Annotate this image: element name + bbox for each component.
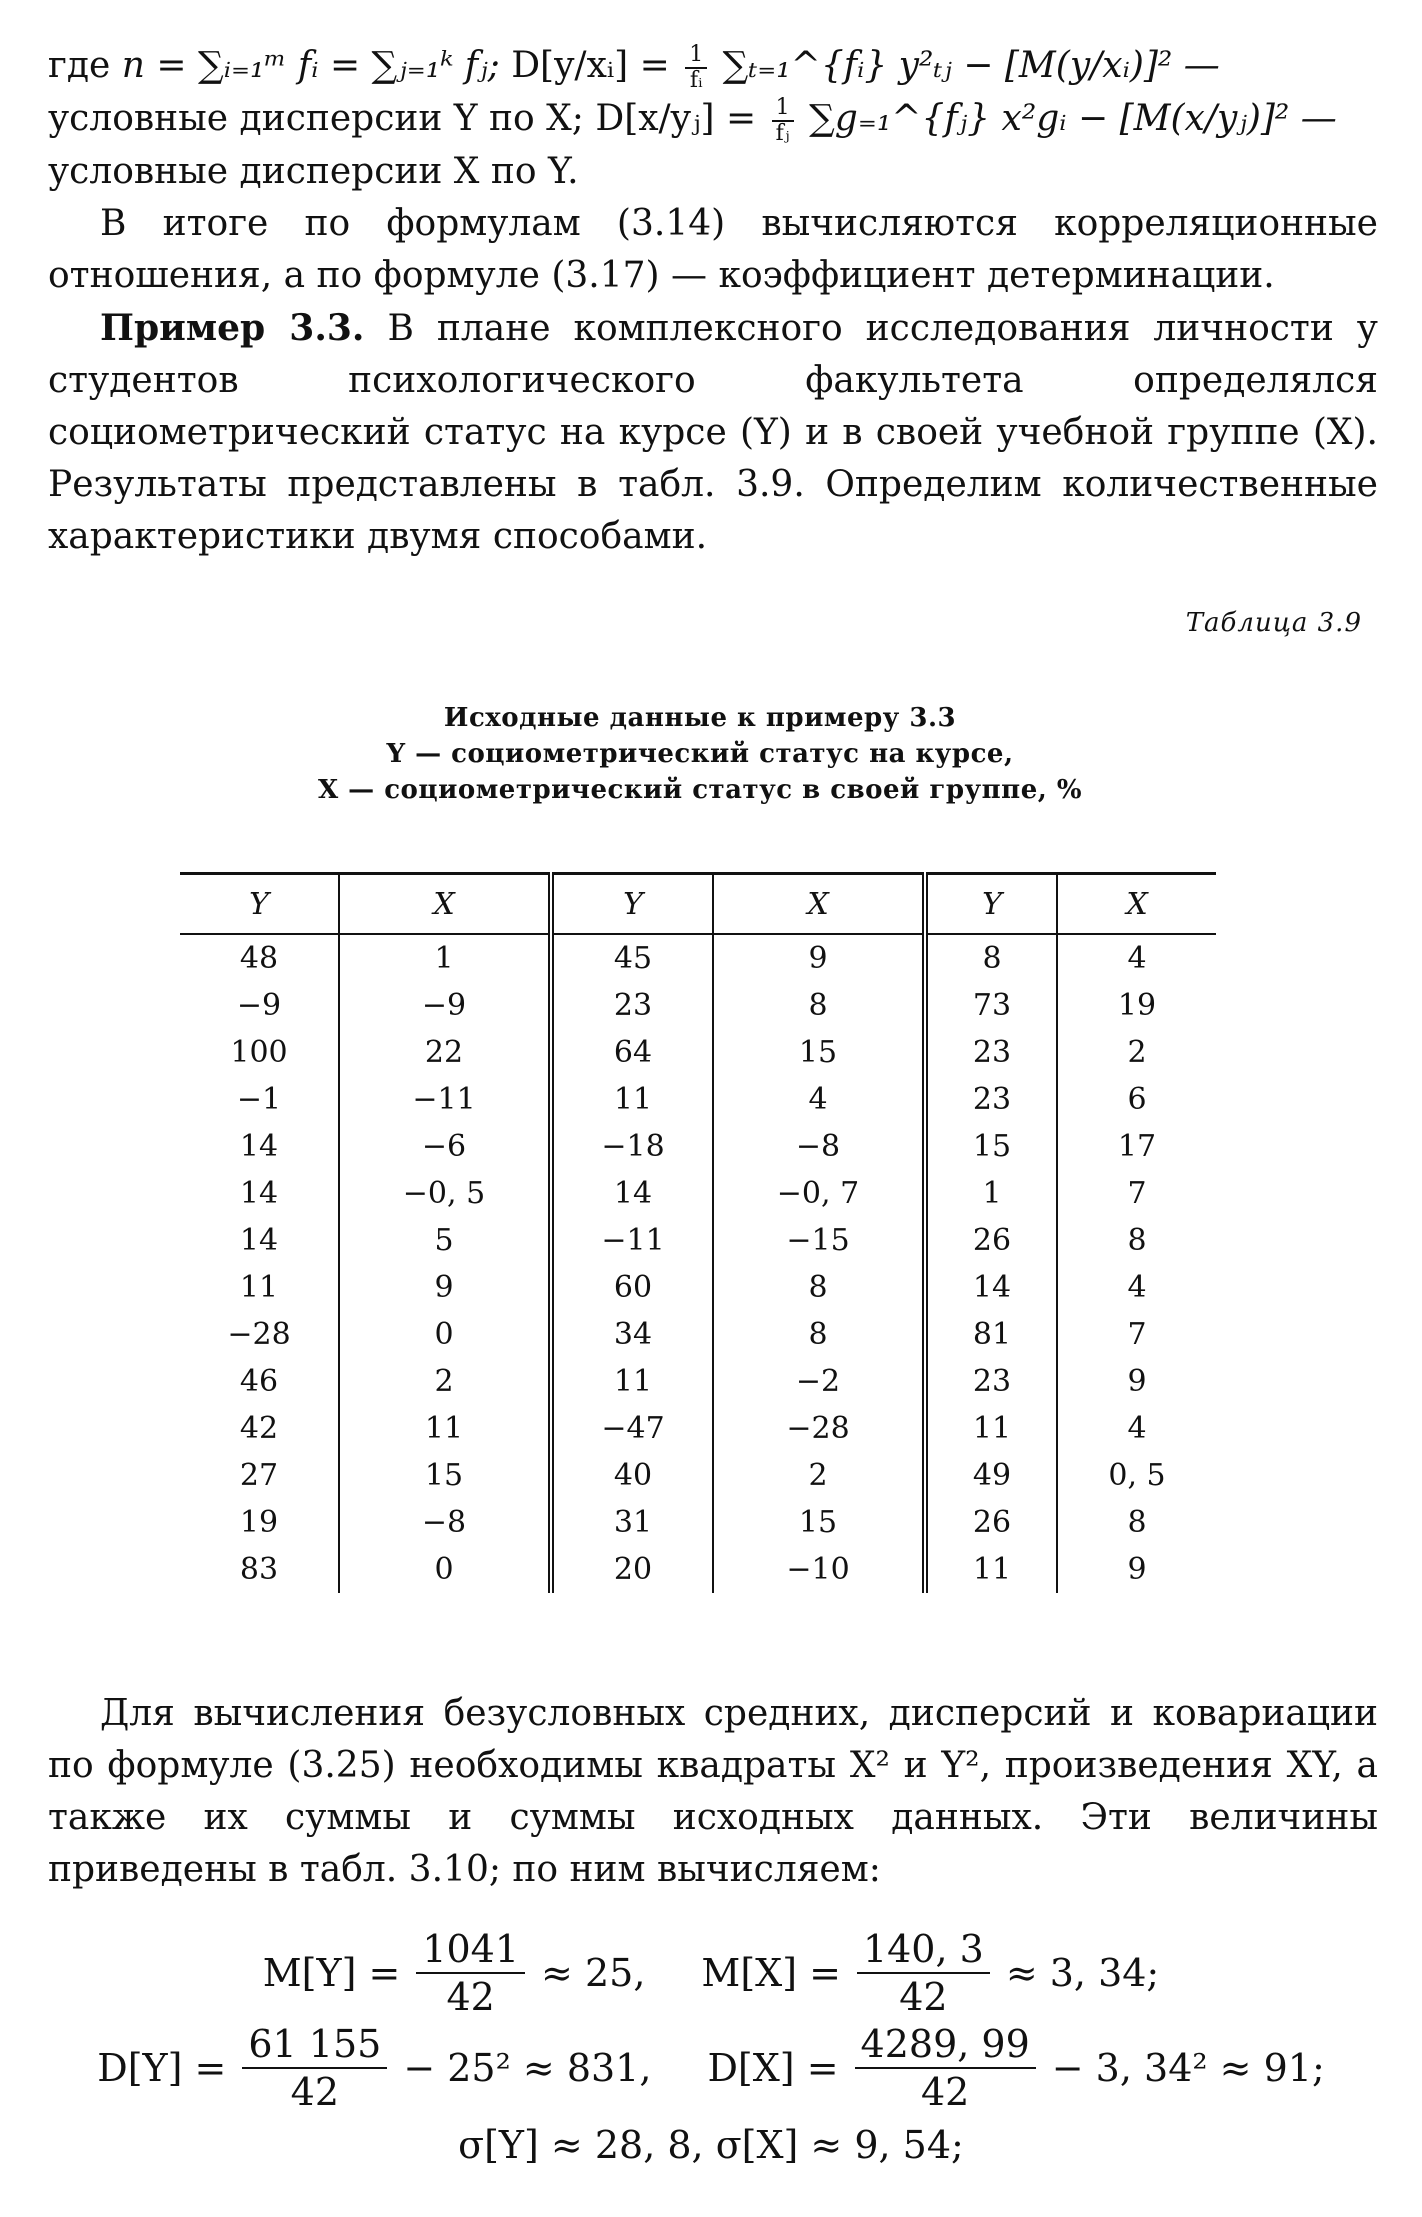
table-subtitle-2: X — социометрический статус в своей группе, %: [317, 775, 1083, 805]
table-cell: 19: [1117, 988, 1157, 1023]
var-x-fraction: $\frac{4289, 99}{42}$: [855, 2021, 1036, 2115]
table-cell: 7: [1127, 1176, 1147, 1211]
table-cell: 8: [1127, 1505, 1147, 1540]
table-cell: 15: [713, 1499, 925, 1546]
table-cell: 0, 5: [1108, 1458, 1166, 1493]
table-cell: 22: [339, 1029, 551, 1076]
mean-x-rhs: ≈ 3, 34;: [1005, 1950, 1160, 1995]
table-cell: 4: [1127, 941, 1147, 976]
table-cell: 2: [339, 1358, 551, 1405]
table-cell: 46: [180, 1358, 339, 1405]
table-cell: 45: [551, 934, 713, 982]
table-cell: 60: [551, 1264, 713, 1311]
fraction-1-fi: $\frac{1}{\text{fᵢ}}$: [685, 43, 707, 93]
mean-x-lhs: M[X] =: [701, 1950, 841, 1995]
table-cell: −28: [180, 1311, 339, 1358]
formula-d-x-y: D[x/yⱼ] =: [595, 98, 757, 139]
table-row: [180, 1217, 1216, 1264]
table-cell: 1: [925, 1170, 1057, 1217]
table-cell: 15: [925, 1123, 1057, 1170]
table-cell: 23: [925, 1358, 1057, 1405]
table-cell: −28: [713, 1405, 925, 1452]
table-cell: 6: [1127, 1082, 1147, 1117]
example-text: В плане комплексного исследования личности у студентов психологического факультета определялся социометрический статус на курсе (Y) и в своей учебной группе (X). Результаты представлены в табл. 3.9. Определим количественные характеристики двумя способами.: [48, 308, 1378, 557]
table-cell: 31: [551, 1499, 713, 1546]
paragraph-example: [48, 302, 1378, 563]
paragraph-calculation: [48, 1688, 1378, 1896]
table-cell: 23: [925, 1076, 1057, 1123]
table-cell: 8: [713, 1264, 925, 1311]
table-cell: 1: [339, 934, 551, 982]
var-x-lhs: D[X] =: [707, 2045, 839, 2090]
table-cell: 2: [713, 1452, 925, 1499]
formula-d-y-x-tail: ∑ₜ₌₁^{fᵢ} y²ₜⱼ − [M(y/xᵢ)]² —: [722, 45, 1220, 86]
table-cell: 83: [180, 1546, 339, 1593]
table-cell: −18: [551, 1123, 713, 1170]
table-row: [180, 1358, 1216, 1405]
table-cell: 15: [339, 1452, 551, 1499]
table-row: [180, 1076, 1216, 1123]
table-cell: 2: [1127, 1035, 1147, 1070]
header-x-3: X: [1057, 874, 1216, 935]
mean-x-fraction: $\frac{140, 3}{42}$: [857, 1926, 990, 2020]
table-row: [180, 1546, 1216, 1593]
table-cell: 14: [180, 1170, 339, 1217]
table-cell: 9: [713, 934, 925, 982]
fraction-1-fj: $\frac{1}{\text{fⱼ}}$: [772, 96, 794, 146]
table-cell: −0, 5: [339, 1170, 551, 1217]
table-cell: −0, 7: [713, 1170, 925, 1217]
table-cell: −10: [713, 1546, 925, 1593]
page-body: [48, 40, 1378, 563]
table-title-block: [0, 700, 1400, 808]
header-y-1: Y: [180, 874, 339, 935]
table-cell: −15: [713, 1217, 925, 1264]
table-cell: 14: [551, 1170, 713, 1217]
formula-line-3: условные дисперсии X по Y.: [48, 151, 579, 192]
table-cell: 15: [713, 1029, 925, 1076]
table-cell: 64: [551, 1029, 713, 1076]
table-cell: 23: [551, 982, 713, 1029]
formula-means: [0, 1925, 1422, 2020]
table-cell: −8: [713, 1123, 925, 1170]
var-y-fraction: $\frac{61 155}{42}$: [242, 2021, 387, 2115]
header-x-2: X: [713, 874, 925, 935]
table-cell: 8: [1127, 1223, 1147, 1258]
table-cell: −11: [551, 1217, 713, 1264]
table-row: [180, 982, 1216, 1029]
table-cell: −47: [551, 1405, 713, 1452]
table-cell: −8: [339, 1499, 551, 1546]
table-cell: 81: [925, 1311, 1057, 1358]
table-cell: 9: [1127, 1364, 1147, 1399]
table-cell: 42: [180, 1405, 339, 1452]
mean-y-fraction: $\frac{1041}{42}$: [416, 1926, 525, 2020]
mean-y-lhs: M[Y] =: [262, 1950, 401, 1995]
table-cell: 48: [180, 934, 339, 982]
paragraph-result: В итоге по формулам (3.14) вычисляются корреляционные отношения, а по формуле (3.17) — коэффициент детерминации.: [48, 203, 1378, 296]
table-cell: 11: [925, 1405, 1057, 1452]
table-cell: 9: [339, 1264, 551, 1311]
table-row: [180, 1123, 1216, 1170]
formula-line-1: [48, 40, 1378, 93]
header-y-3: Y: [925, 874, 1057, 935]
var-y-rhs: − 25² ≈ 831,: [403, 2045, 652, 2090]
table-cell: 20: [551, 1546, 713, 1593]
table-cell: 26: [925, 1499, 1057, 1546]
formula-d-x-y-tail: ∑g₌₁^{fⱼ} x²gᵢ − [M(x/yⱼ)]² —: [809, 98, 1337, 139]
table-cell: −6: [339, 1123, 551, 1170]
formula-variances: [0, 2020, 1422, 2115]
table-cell: 14: [925, 1264, 1057, 1311]
table-cell: 26: [925, 1217, 1057, 1264]
table-row: [180, 1029, 1216, 1076]
example-label: Пример 3.3.: [100, 307, 365, 349]
table-row: [180, 1170, 1216, 1217]
table-cell: 100: [180, 1029, 339, 1076]
table-cell: 11: [551, 1358, 713, 1405]
table-row: [180, 1452, 1216, 1499]
formula-line-2: [48, 93, 1378, 146]
mean-y-rhs: ≈ 25,: [541, 1950, 646, 1995]
table-cell: −1: [180, 1076, 339, 1123]
table-cell: 49: [925, 1452, 1057, 1499]
table-row: [180, 934, 1216, 982]
table-row: [180, 1405, 1216, 1452]
table-cell: 23: [925, 1029, 1057, 1076]
header-y-2: Y: [551, 874, 713, 935]
table-subtitle-1: Y — социометрический статус на курсе,: [386, 739, 1014, 769]
table-row: [180, 1311, 1216, 1358]
table-cell: 7: [1127, 1317, 1147, 1352]
table-cell: 8: [713, 1311, 925, 1358]
table-cell: 11: [180, 1264, 339, 1311]
table-title: Исходные данные к примеру 3.3: [443, 703, 957, 733]
table-row: [180, 1499, 1216, 1546]
table-cell: 27: [180, 1452, 339, 1499]
data-table: [180, 872, 1216, 1593]
table-cell: 11: [339, 1405, 551, 1452]
formula-d-y-x: D[y/xᵢ] =: [511, 45, 670, 86]
table-cell: −9: [339, 982, 551, 1029]
table-row: [180, 1264, 1216, 1311]
table-cell: 40: [551, 1452, 713, 1499]
formula-n-sum: n = ∑ᵢ₌₁ᵐ fᵢ = ∑ⱼ₌₁ᵏ fⱼ;: [121, 45, 500, 86]
formula-sigmas: σ[Y] ≈ 28, 8, σ[X] ≈ 9, 54;: [458, 2123, 964, 2167]
table-cell: 19: [180, 1499, 339, 1546]
table-cell: 11: [551, 1076, 713, 1123]
table-cell: 34: [551, 1311, 713, 1358]
table-cell: 5: [339, 1217, 551, 1264]
text-conditional-y: условные дисперсии Y по X;: [48, 98, 584, 139]
table-cell: 8: [925, 934, 1057, 982]
table-cell: 0: [339, 1311, 551, 1358]
table-cell: 17: [1117, 1129, 1157, 1164]
table-cell: −11: [339, 1076, 551, 1123]
var-y-lhs: D[Y] =: [97, 2045, 227, 2090]
text-where: где: [48, 45, 111, 86]
formula-block: [0, 1925, 1422, 2175]
table-header-row: [180, 874, 1216, 935]
table-cell: 11: [925, 1546, 1057, 1593]
table-caption: Таблица 3.9: [1185, 608, 1362, 638]
calculation-text: Для вычисления безусловных средних, дисперсий и ковариации по формуле (3.25) необходимы квадраты X² и Y², произведения XY, а также их суммы и суммы исходных данных. Эти величины приведены в табл. 3.10; по ним вычисляем:: [48, 1693, 1378, 1890]
table-cell: 4: [713, 1076, 925, 1123]
var-x-rhs: − 3, 34² ≈ 91;: [1051, 2045, 1325, 2090]
table-cell: 4: [1127, 1270, 1147, 1305]
table-cell: 9: [1127, 1552, 1147, 1587]
table-cell: 8: [713, 982, 925, 1029]
table-cell: −9: [180, 982, 339, 1029]
table-cell: 4: [1127, 1411, 1147, 1446]
table-cell: 14: [180, 1217, 339, 1264]
header-x-1: X: [339, 874, 551, 935]
table-cell: 14: [180, 1123, 339, 1170]
table-cell: 73: [925, 982, 1057, 1029]
table-cell: −2: [713, 1358, 925, 1405]
table-cell: 0: [339, 1546, 551, 1593]
